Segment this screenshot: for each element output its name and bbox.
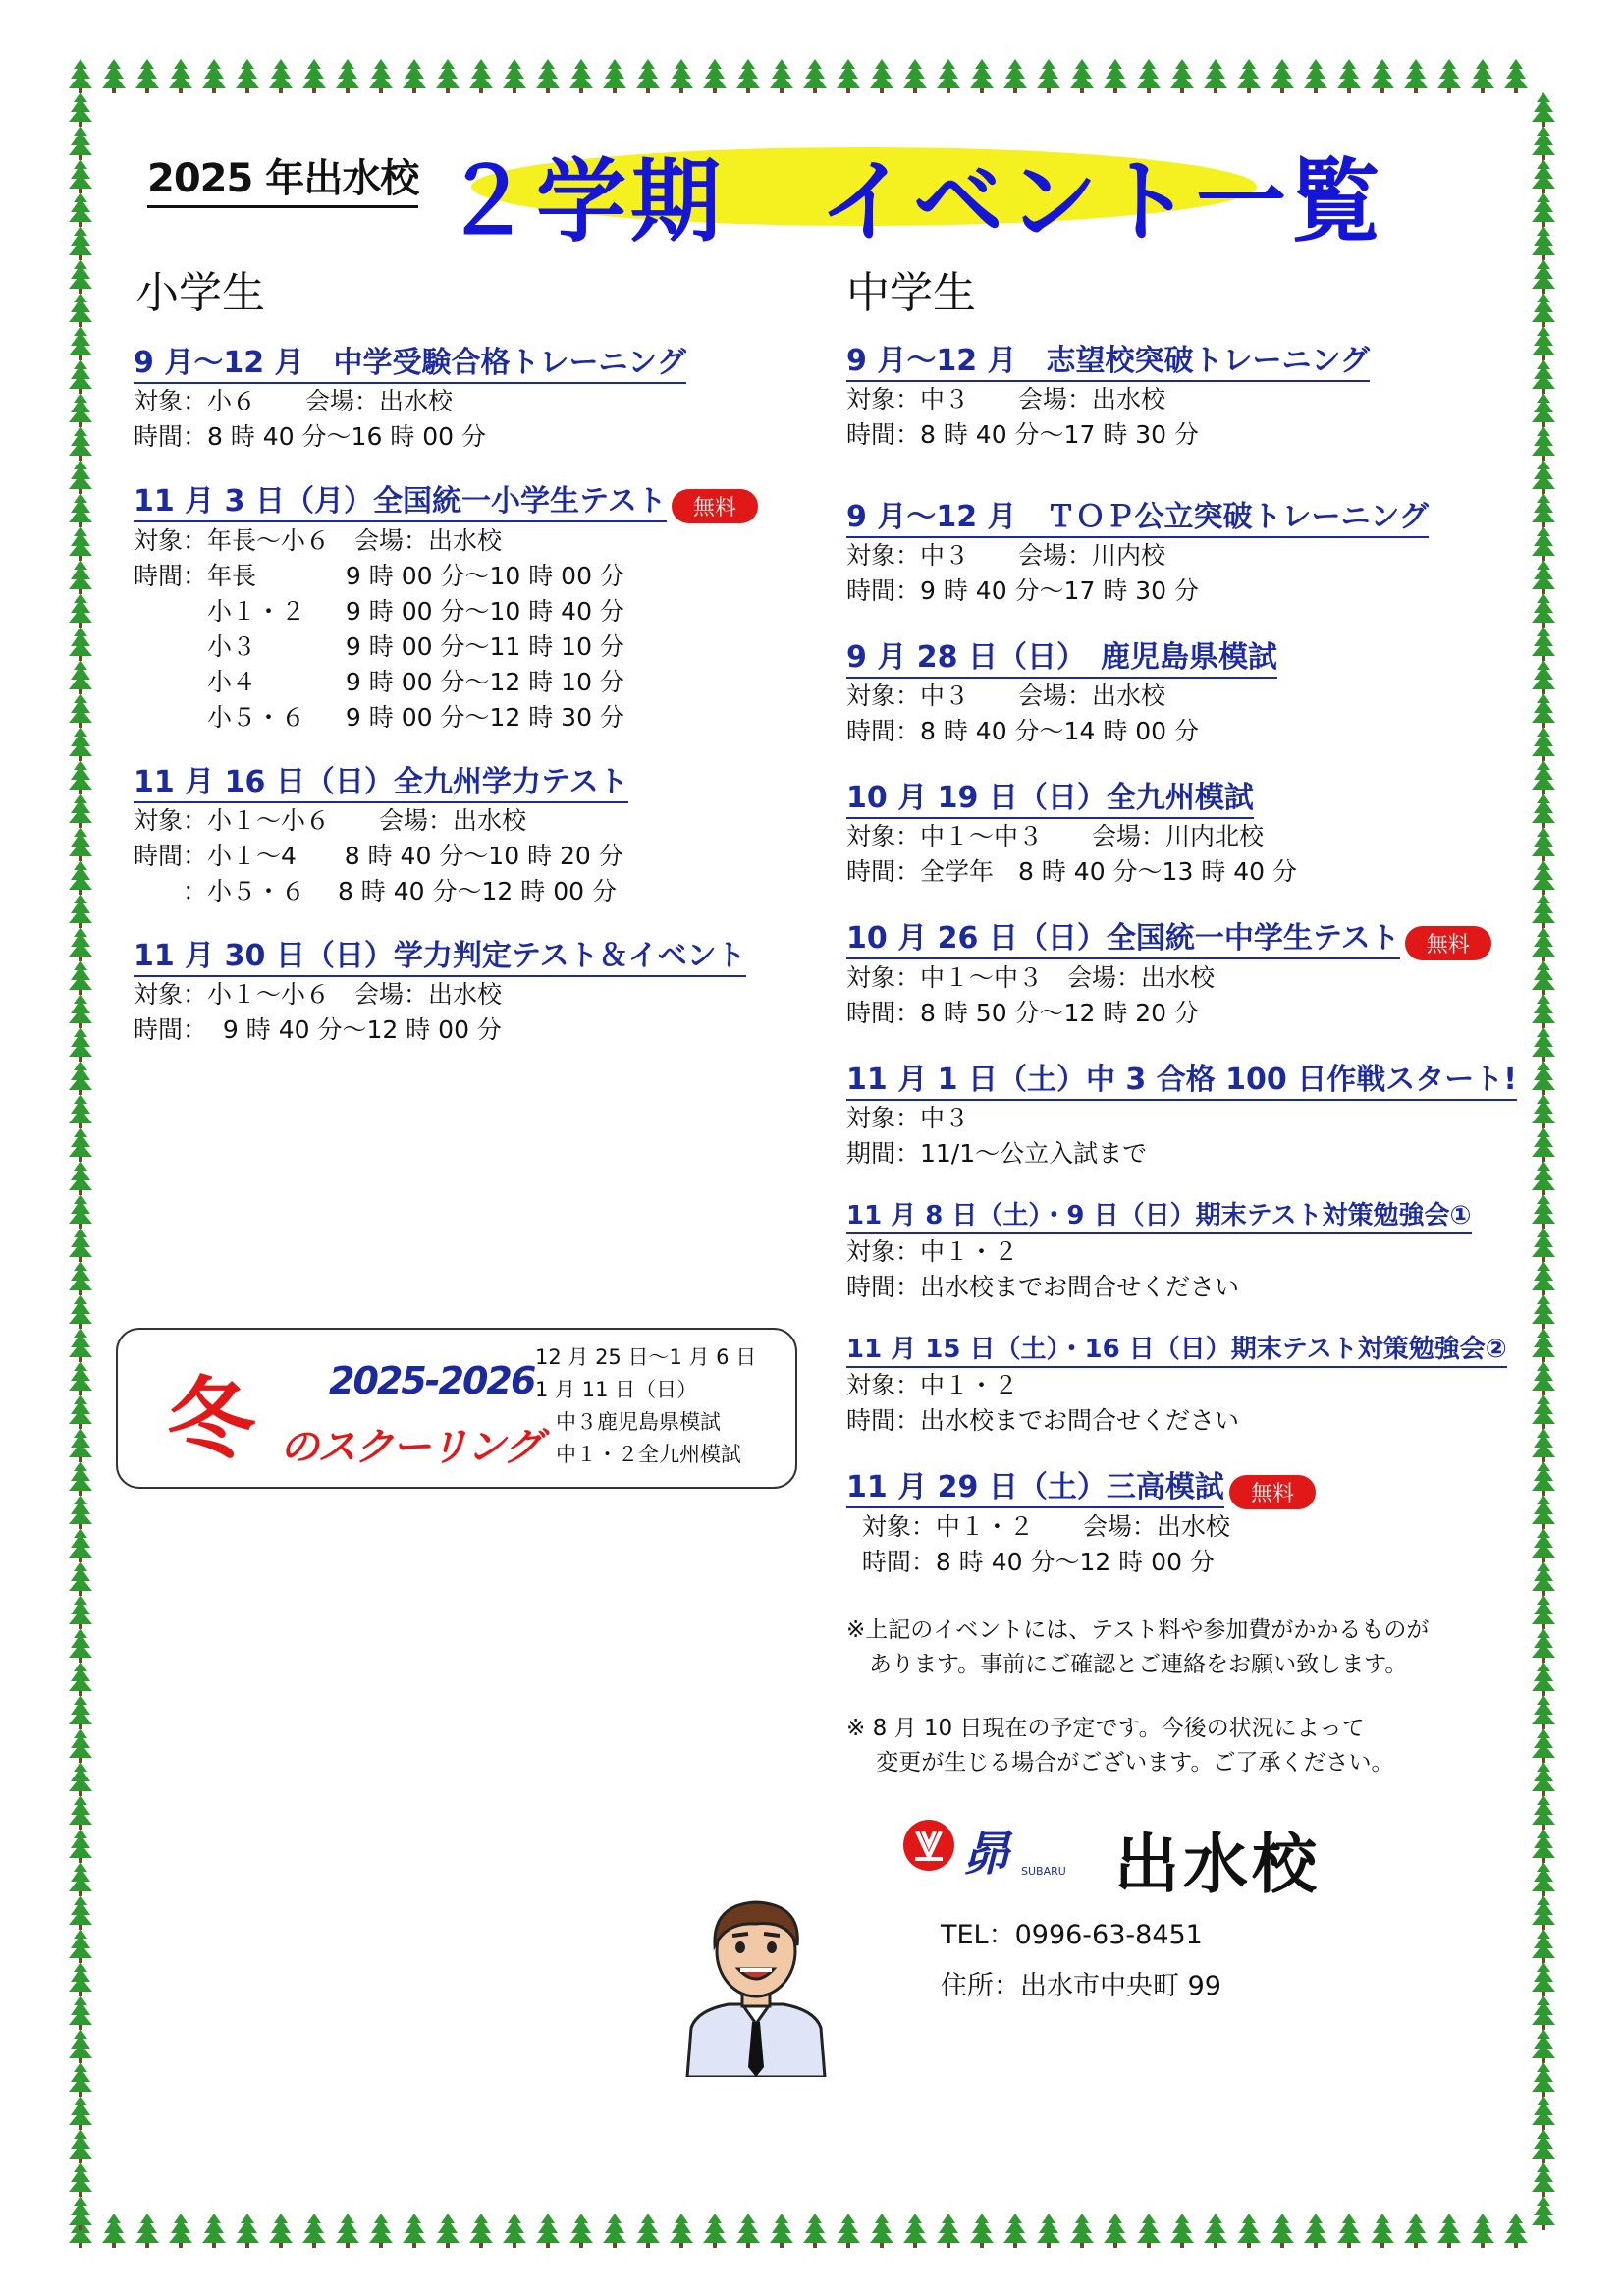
event-detail: 時間：8 時 40 分〜17 時 30 分: [846, 420, 1200, 449]
tree-icon: [1371, 2214, 1394, 2248]
tree-icon: [69, 1795, 92, 1830]
junior-high-events: [846, 336, 1534, 1780]
tree-icon: [1371, 59, 1394, 93]
tree-icon: [1532, 1294, 1555, 1329]
tree-icon: [69, 92, 92, 127]
tree-icon: [69, 2162, 92, 2197]
tree-icon: [69, 927, 92, 961]
event-detail: 対象：中３ 会場：出水校: [846, 385, 1166, 413]
tree-icon: [1532, 1361, 1555, 1395]
event-item: [846, 913, 1534, 1031]
tree-icon: [1532, 627, 1555, 661]
tree-icon: [1532, 2162, 1555, 2197]
event-detail: 対象：中１・２ 会場：出水校: [846, 1512, 1230, 1541]
tree-icon: [1532, 693, 1555, 728]
tree-icon: [1532, 326, 1555, 360]
tree-icon: [536, 2214, 560, 2248]
tree-icon: [69, 259, 92, 294]
brand-kanji: 昴: [962, 1827, 1010, 1882]
tree-icon: [69, 1762, 92, 1796]
event-detail: 対象：中１〜中３ 会場：出水校: [846, 963, 1216, 992]
tree-icon: [69, 1728, 92, 1763]
tree-icon: [1532, 1628, 1555, 1663]
tree-icon: [69, 226, 92, 260]
tree-icon: [1237, 59, 1261, 93]
tree-icon: [1532, 1929, 1555, 1963]
event-detail: 時間：8 時 40 分〜16 時 00 分: [134, 422, 487, 451]
tree-icon: [69, 460, 92, 494]
event-title: 11 月 15 日（土）・16 日（日）期末テスト対策勉強会②: [846, 1329, 1507, 1368]
tree-icon: [770, 59, 793, 93]
tree-icon: [69, 493, 92, 527]
tree-icon: [803, 2214, 827, 2248]
tree-icon: [369, 2214, 393, 2248]
event-title: 10 月 19 日（日）全九州模試: [846, 773, 1254, 819]
tree-icon: [69, 1628, 92, 1663]
tree-icon: [69, 760, 92, 794]
tree-icon: [1532, 1495, 1555, 1529]
tree-icon: [1532, 1962, 1555, 1996]
tree-icon: [837, 2214, 860, 2248]
elementary-heading: 小学生: [135, 268, 265, 318]
tree-icon: [69, 2096, 92, 2130]
event-detail: 対象：中３ 会場：川内校: [846, 541, 1166, 570]
tree-icon: [1532, 1161, 1555, 1195]
tree-icon: [135, 2214, 159, 2248]
tree-icon: [1337, 2214, 1361, 2248]
winter-subtitle: のスクーリング: [280, 1425, 541, 1470]
tree-icon: [1532, 1528, 1555, 1562]
tree-icon: [69, 1394, 92, 1429]
tree-icon: [302, 2214, 326, 2248]
tree-icon: [970, 2214, 994, 2248]
tree-icon: [69, 593, 92, 628]
tree-icon: [1304, 2214, 1327, 2248]
notice-fees: ※上記のイベントには、テスト料や参加費がかかるものが あります。事前にご確認とご連絡をお願い致します。: [846, 1617, 1430, 1677]
tree-icon: [69, 1662, 92, 1696]
tree-icon: [69, 1561, 92, 1596]
tree-icon: [69, 359, 92, 394]
tree-icon: [1170, 59, 1194, 93]
tree-icon: [636, 59, 660, 93]
tree-icon: [1137, 2214, 1161, 2248]
tree-icon: [1003, 2214, 1027, 2248]
tree-icon: [469, 59, 493, 93]
tree-icon: [1532, 126, 1555, 160]
tree-icon: [1003, 59, 1027, 93]
tree-icon: [1532, 2062, 1555, 2097]
tree-icon: [937, 59, 960, 93]
event-detail: 時間：8 時 40 分〜14 時 00 分: [846, 717, 1200, 745]
tree-icon: [1204, 59, 1227, 93]
tree-icon: [369, 59, 393, 93]
event-detail: 対象：中３ 会場：出水校: [846, 682, 1166, 710]
event-detail: 対象：中１〜中３ 会場：川内北校: [846, 822, 1265, 850]
event-detail: 小５・６ 9 時 00 分〜12 時 30 分: [134, 703, 624, 732]
tree-icon: [1271, 2214, 1294, 2248]
tree-icon: [803, 59, 827, 93]
tree-icon: [69, 393, 92, 427]
tree-icon: [69, 1929, 92, 1963]
notice-schedule: ※ 8 月 10 日現在の予定です。今後の状況によって 変更が生じる場合がございます。ご了承ください。: [846, 1716, 1394, 1776]
tree-icon: [1532, 2129, 1555, 2163]
school-phone: TEL：0996-63-8451: [941, 1920, 1203, 1950]
tree-icon: [69, 126, 92, 160]
tree-icon: [1532, 426, 1555, 461]
tree-icon: [1532, 1595, 1555, 1629]
tree-icon: [69, 1829, 92, 1863]
tree-icon: [69, 1027, 92, 1062]
school-address: 住所：出水市中央町 99: [941, 1971, 1221, 2001]
tree-icon: [202, 59, 226, 93]
tree-icon: [69, 727, 92, 761]
brand-latin: SUBARU: [1021, 1865, 1066, 1878]
tree-icon: [1532, 2196, 1555, 2230]
tree-icon: [503, 2214, 526, 2248]
tree-icon: [69, 1194, 92, 1229]
elementary-events: [134, 338, 801, 1048]
event-detail: 時間：年長 9 時 00 分〜10 時 00 分: [134, 562, 624, 590]
event-item: [846, 336, 1534, 453]
tree-icon: [69, 293, 92, 327]
tree-icon: [69, 526, 92, 561]
tree-icon: [69, 1862, 92, 1896]
event-title: 9 月〜12 月 ＴＯＰ公立突破トレーニング: [846, 492, 1429, 538]
event-detail: 時間： 9 時 40 分〜12 時 00 分: [134, 1015, 502, 1044]
tree-icon: [1532, 226, 1555, 260]
tree-icon: [69, 159, 92, 193]
free-badge: 無料: [1405, 926, 1491, 960]
tree-icon: [703, 59, 727, 93]
tree-icon: [69, 894, 92, 928]
tree-icon: [1070, 2214, 1094, 2248]
tree-icon: [102, 59, 126, 93]
event-detail: 小１・２ 9 時 00 分〜10 時 40 分: [134, 597, 624, 626]
tree-icon: [837, 59, 860, 93]
tree-icon: [336, 59, 359, 93]
tree-icon: [1532, 760, 1555, 794]
tree-icon: [1532, 2096, 1555, 2130]
tree-icon: [302, 59, 326, 93]
winter-year: 2025-2026: [329, 1359, 535, 1402]
tree-icon: [1532, 1829, 1555, 1863]
tree-icon: [1170, 2214, 1194, 2248]
event-detail: 時間：8 時 40 分〜12 時 00 分: [846, 1548, 1215, 1576]
tree-icon: [69, 827, 92, 861]
tree-icon: [1532, 927, 1555, 961]
tree-icon: [1271, 59, 1294, 93]
tree-icon: [69, 1962, 92, 1996]
tree-icon: [1532, 1662, 1555, 1696]
event-title: 9 月 28 日（日） 鹿児島県模試: [846, 632, 1277, 679]
tree-icon: [1471, 59, 1494, 93]
tree-icon: [1532, 1862, 1555, 1896]
event-item: [846, 492, 1534, 609]
tree-icon: [69, 1695, 92, 1729]
tree-icon: [670, 2214, 693, 2248]
tree-icon: [69, 1061, 92, 1095]
tree-icon: [69, 994, 92, 1028]
tree-icon: [1532, 192, 1555, 227]
tree-icon: [69, 1328, 92, 1362]
tree-icon: [69, 59, 92, 93]
mascot-illustration: [677, 1890, 835, 2077]
tree-icon: [1204, 2214, 1227, 2248]
tree-icon: [1532, 493, 1555, 527]
tree-icon: [69, 693, 92, 728]
tree-icon: [202, 2214, 226, 2248]
tree-icon: [1532, 259, 1555, 294]
tree-icon: [69, 2129, 92, 2163]
tree-icon: [1104, 2214, 1127, 2248]
tree-icon: [569, 59, 593, 93]
tree-icon: [1532, 1061, 1555, 1095]
tree-icon: [69, 960, 92, 995]
event-item: [846, 632, 1534, 749]
tree-icon: [1532, 1461, 1555, 1496]
tree-icon: [1337, 59, 1361, 93]
tree-icon: [903, 2214, 927, 2248]
tree-icon: [1532, 293, 1555, 327]
tree-icon: [703, 2214, 727, 2248]
tree-icon: [69, 1228, 92, 1262]
tree-icon: [1532, 994, 1555, 1028]
page-title: ２学期 イベント一覧: [442, 149, 1385, 254]
year-school-label: 2025 年出水校: [147, 147, 418, 208]
event-title: 11 月 30 日（日）学力判定テスト＆イベント: [134, 931, 746, 977]
tree-icon: [1437, 59, 1461, 93]
tree-icon: [1304, 59, 1327, 93]
winter-kanji: 冬: [167, 1368, 255, 1471]
event-detail: 時間：出水校までお問合せください: [846, 1273, 1240, 1301]
tree-icon: [69, 1294, 92, 1329]
tree-icon: [1532, 1194, 1555, 1229]
event-item: [846, 773, 1534, 890]
event-detail: 時間：8 時 50 分〜12 時 20 分: [846, 999, 1200, 1027]
tree-icon: [870, 2214, 893, 2248]
tree-icon: [69, 1161, 92, 1195]
tree-icon: [69, 1261, 92, 1295]
event-detail: ：小５・６ 8 時 40 分〜12 時 00 分: [134, 877, 617, 905]
tree-icon: [236, 2214, 259, 2248]
tree-icon: [1532, 793, 1555, 828]
tree-icon: [269, 59, 293, 93]
tree-icon: [69, 1361, 92, 1395]
event-item: [846, 1462, 1534, 1580]
tree-icon: [1532, 1428, 1555, 1462]
tree-icon: [1532, 1127, 1555, 1162]
tree-icon: [1532, 894, 1555, 928]
tree-icon: [603, 2214, 626, 2248]
tree-icon: [236, 59, 259, 93]
tree-icon: [1070, 59, 1094, 93]
tree-icon: [69, 192, 92, 227]
tree-icon: [1532, 1261, 1555, 1295]
event-title: 11 月 3 日（月）全国統一小学生テスト: [134, 476, 667, 522]
tree-icon: [903, 59, 927, 93]
tree-icon: [1532, 1762, 1555, 1796]
tree-icon: [69, 2029, 92, 2063]
tree-icon: [1504, 59, 1528, 93]
winter-schooling-box: [116, 1328, 797, 1489]
tree-icon: [603, 59, 626, 93]
tree-icon: [736, 2214, 760, 2248]
tree-icon: [69, 627, 92, 661]
tree-icon: [436, 59, 460, 93]
free-badge: 無料: [672, 489, 758, 523]
tree-icon: [1532, 393, 1555, 427]
tree-icon: [1037, 2214, 1060, 2248]
tree-icon: [1532, 159, 1555, 193]
event-item: [134, 757, 801, 909]
event-item: [846, 1055, 1534, 1172]
tree-icon: [69, 2196, 92, 2230]
winter-schedule: 12 月 25 日〜1 月 6 日 1 月 11 日（日） 中３鹿児島県模試 中１・２全九州模試: [535, 1345, 757, 1466]
tree-icon: [1037, 59, 1060, 93]
free-badge: 無料: [1229, 1475, 1316, 1509]
event-detail: 対象：小６ 会場：出水校: [134, 387, 454, 415]
tree-icon: [1137, 59, 1161, 93]
tree-icon: [69, 1595, 92, 1629]
tree-icon: [870, 59, 893, 93]
tree-icon: [69, 2062, 92, 2097]
tree-icon: [970, 59, 994, 93]
tree-icon: [69, 326, 92, 360]
event-item: [134, 931, 801, 1048]
event-detail: 対象：中１・２: [846, 1237, 1019, 1266]
tree-icon: [69, 1127, 92, 1162]
tree-icon: [1532, 1228, 1555, 1262]
tree-icon: [770, 2214, 793, 2248]
event-item: [846, 1195, 1534, 1305]
tree-icon: [1532, 1895, 1555, 1930]
event-item: [134, 476, 801, 736]
tree-icon: [1532, 1394, 1555, 1429]
tree-icon: [469, 2214, 493, 2248]
tree-icon: [1532, 2029, 1555, 2063]
main-title-block: [432, 118, 1385, 254]
tree-icon: [1532, 560, 1555, 594]
tree-icon: [937, 2214, 960, 2248]
tree-icon: [1504, 2214, 1528, 2248]
tree-icon: [1404, 59, 1428, 93]
event-title: 9 月〜12 月 志望校突破トレーニング: [846, 336, 1370, 382]
tree-icon: [69, 860, 92, 895]
tree-icon: [1532, 1561, 1555, 1596]
tree-icon: [1404, 2214, 1428, 2248]
tree-icon: [670, 59, 693, 93]
tree-icon: [1237, 2214, 1261, 2248]
event-item: [846, 1329, 1534, 1439]
school-name: 出水校: [1114, 1827, 1321, 1902]
tree-icon: [69, 793, 92, 828]
tree-icon: [1532, 460, 1555, 494]
event-title: 11 月 16 日（日）全九州学力テスト: [134, 757, 628, 803]
tree-icon: [1532, 827, 1555, 861]
tree-icon: [1532, 1728, 1555, 1763]
junior-high-heading: 中学生: [846, 268, 976, 318]
tree-icon: [1532, 1695, 1555, 1729]
tree-icon: [1532, 526, 1555, 561]
tree-icon: [69, 1528, 92, 1562]
tree-icon: [403, 59, 426, 93]
tree-icon: [1532, 1328, 1555, 1362]
event-detail: 対象：年長〜小６ 会場：出水校: [134, 526, 503, 555]
event-detail: 期間：11/1〜公立入試まで: [846, 1139, 1148, 1168]
tree-icon: [69, 1995, 92, 2030]
tree-icon: [1532, 860, 1555, 895]
tree-icon: [436, 2214, 460, 2248]
event-title: 11 月 29 日（土）三高模試: [846, 1462, 1224, 1508]
tree-icon: [1532, 92, 1555, 127]
tree-icon: [69, 1895, 92, 1930]
event-detail: 対象：中１・２: [846, 1371, 1019, 1399]
event-detail: 小３ 9 時 00 分〜11 時 10 分: [134, 632, 624, 661]
tree-icon: [1471, 2214, 1494, 2248]
event-title: 11 月 1 日（土）中 3 合格 100 日作戦スタート!: [846, 1055, 1517, 1101]
event-detail: 対象：小１〜小６ 会場：出水校: [134, 980, 503, 1009]
tree-icon: [1532, 1027, 1555, 1062]
event-item: [134, 338, 801, 455]
event-title: 9 月〜12 月 中学受験合格トレーニング: [134, 338, 686, 384]
tree-icon: [1532, 1995, 1555, 2030]
tree-icon: [269, 2214, 293, 2248]
event-detail: 対象：小１〜小６ 会場：出水校: [134, 806, 527, 835]
event-title: 10 月 26 日（日）全国統一中学生テスト: [846, 913, 1400, 959]
tree-icon: [69, 1461, 92, 1496]
tree-icon: [69, 1094, 92, 1128]
event-detail: 時間：全学年 8 時 40 分〜13 時 40 分: [846, 857, 1298, 886]
tree-icon: [1104, 59, 1127, 93]
event-detail: 時間：出水校までお問合せください: [846, 1406, 1240, 1435]
tree-icon: [69, 1495, 92, 1529]
tree-icon: [336, 2214, 359, 2248]
tree-icon: [69, 560, 92, 594]
tree-icon: [636, 2214, 660, 2248]
event-detail: 対象：中３: [846, 1104, 970, 1132]
tree-icon: [69, 426, 92, 461]
tree-icon: [403, 2214, 426, 2248]
tree-icon: [569, 2214, 593, 2248]
tree-icon: [736, 59, 760, 93]
tree-icon: [169, 59, 192, 93]
event-title: 11 月 8 日（土）・9 日（日）期末テスト対策勉強会①: [846, 1195, 1472, 1234]
tree-icon: [1532, 1094, 1555, 1128]
school-logo-block: [893, 1812, 1384, 1902]
event-detail: 時間：小１〜4 8 時 40 分〜10 時 20 分: [134, 842, 623, 870]
tree-icon: [135, 59, 159, 93]
tree-icon: [102, 2214, 126, 2248]
tree-icon: [1532, 593, 1555, 628]
tree-icon: [69, 1428, 92, 1462]
tree-icon: [1437, 2214, 1461, 2248]
event-detail: 小４ 9 時 00 分〜12 時 10 分: [134, 668, 624, 696]
tree-icon: [169, 2214, 192, 2248]
tree-icon: [536, 59, 560, 93]
tree-icon: [1532, 727, 1555, 761]
tree-icon: [1532, 960, 1555, 995]
tree-icon: [1532, 359, 1555, 394]
tree-icon: [503, 59, 526, 93]
tree-icon: [1532, 660, 1555, 694]
event-detail: 時間：9 時 40 分〜17 時 30 分: [846, 576, 1200, 605]
tree-icon: [1532, 1795, 1555, 1830]
tree-icon: [69, 660, 92, 694]
